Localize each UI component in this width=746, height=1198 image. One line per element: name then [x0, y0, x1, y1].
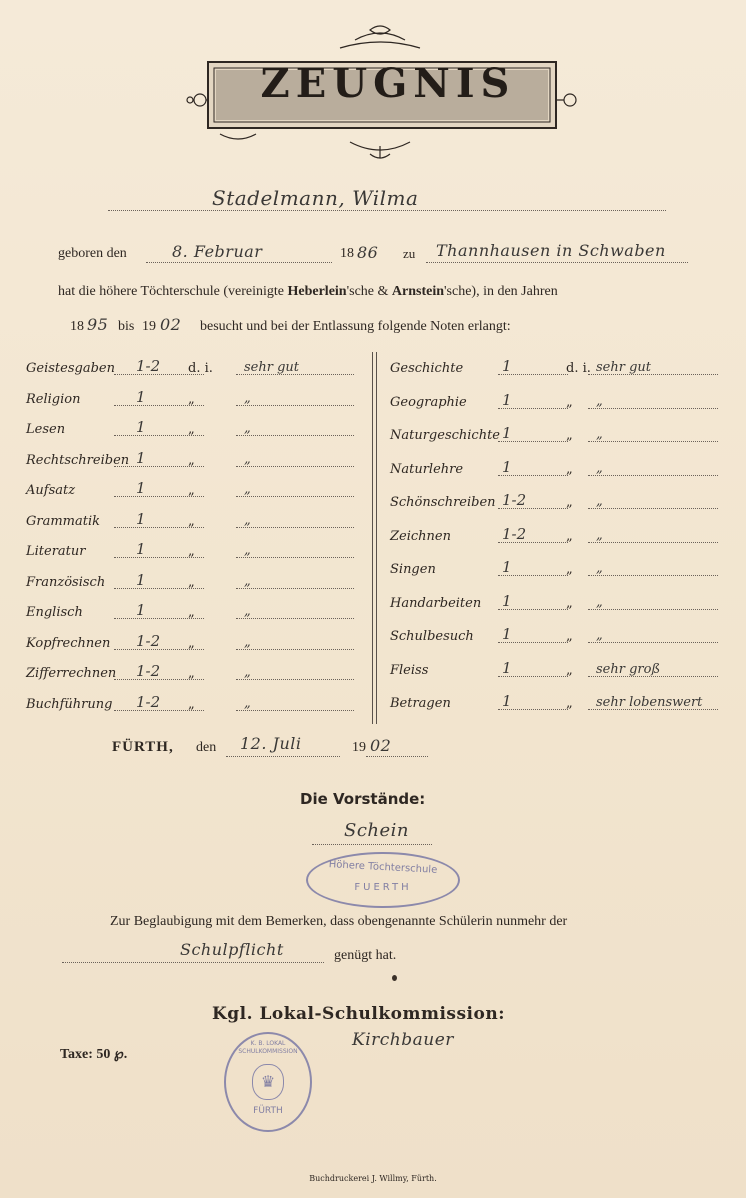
- grade-value: 1: [502, 357, 512, 375]
- subject-label: Kopfrechnen: [26, 635, 111, 651]
- grade-row: [390, 591, 720, 613]
- grade-di: „: [188, 574, 195, 590]
- word-dotted-line: [236, 649, 354, 650]
- subject-label: Geschichte: [390, 361, 464, 376]
- grade-di: „: [566, 495, 573, 510]
- birth-at: zu: [403, 246, 416, 261]
- grade-row: [390, 490, 720, 512]
- subject-label: Grammatik: [26, 513, 101, 529]
- grade-row: [390, 457, 720, 479]
- grade-di: „: [566, 595, 573, 611]
- subject-label: Literatur: [26, 544, 86, 559]
- grade-value: 1-2: [502, 491, 527, 509]
- birth-date: 8. Februar: [172, 242, 263, 261]
- grade-word: „: [244, 634, 251, 650]
- grade-word: sehr groß: [596, 661, 661, 677]
- grade-di: „: [566, 428, 573, 443]
- grade-value: 1: [502, 424, 512, 442]
- school-line: [58, 284, 558, 300]
- grade-value: 1-2: [136, 662, 161, 680]
- grade-value: 1: [136, 509, 146, 528]
- grade-row: [26, 539, 356, 561]
- word-dotted-line: [236, 710, 354, 711]
- grade-row: [26, 692, 356, 714]
- grade-row: [26, 600, 356, 622]
- grade-row: [26, 661, 356, 683]
- school-line-part3: 'sche), in den Jahren: [444, 284, 558, 299]
- date-line: [226, 756, 340, 757]
- commission-heading: Kgl. Lokal-Schulkommission:: [212, 1004, 505, 1024]
- subject-label: Lesen: [26, 422, 66, 437]
- word-dotted-line: [588, 642, 718, 643]
- grade-word: „: [596, 427, 603, 442]
- school-line-part1: hat die höhere Töchterschule (vereinigte: [58, 284, 284, 299]
- grade-row: [26, 478, 356, 500]
- grade-word: sehr gut: [596, 360, 652, 375]
- subject-label: Fleiss: [390, 662, 429, 678]
- school-stamp: [306, 852, 460, 908]
- word-dotted-line: [588, 475, 718, 476]
- taxe: Taxe: 50 ℘.: [60, 1047, 128, 1062]
- word-dotted-line: [588, 575, 718, 576]
- grade-row: [390, 624, 720, 646]
- vorstaende-heading: Die Vorstände:: [300, 790, 426, 808]
- signature1: Schein: [344, 820, 410, 841]
- grade-value: 1: [502, 692, 512, 710]
- grade-value: 1: [502, 390, 512, 409]
- word-dotted-line: [236, 618, 354, 619]
- subject-label: Buchführung: [26, 696, 113, 712]
- grade-di: „: [188, 513, 195, 529]
- subject-label: Naturgeschichte: [390, 428, 501, 443]
- years-to-suffix: 02: [160, 315, 182, 334]
- years-text: besucht und bei der Entlassung folgende Noten erlangt:: [200, 319, 511, 334]
- years-from-prefix: 18: [70, 319, 84, 334]
- grade-row: [390, 691, 720, 713]
- grade-di: „: [566, 696, 573, 711]
- school-name1: Heberlein: [287, 284, 347, 299]
- grade-di: „: [188, 452, 195, 468]
- word-dotted-line: [236, 527, 354, 528]
- grade-di: „: [566, 562, 573, 577]
- commission-stamp-ring: K. B. LOKAL SCHULKOMMISSION: [238, 1040, 298, 1055]
- grade-value: 1: [136, 570, 146, 589]
- grade-value: 1: [502, 658, 512, 677]
- word-dotted-line: [236, 557, 354, 558]
- grades-left: [26, 356, 356, 726]
- grade-value: 1: [502, 591, 512, 610]
- birth-place-line: [426, 262, 688, 263]
- subject-label: Geographie: [390, 394, 467, 410]
- grade-word: „: [596, 393, 603, 409]
- grade-value: 1: [136, 448, 146, 467]
- word-dotted-line: [236, 466, 354, 467]
- grade-row: [390, 390, 720, 412]
- birth-prefix: geboren den: [58, 246, 127, 261]
- grade-row: [390, 658, 720, 680]
- subject-label: Betragen: [390, 696, 451, 711]
- signature2: Kirchbauer: [352, 1030, 454, 1050]
- subject-label: Handarbeiten: [390, 595, 482, 611]
- grade-word: „: [244, 421, 251, 436]
- school-stamp-line2: FUERTH: [354, 882, 412, 893]
- grade-word: „: [244, 543, 251, 558]
- grade-row: [390, 524, 720, 546]
- issue-date: 12. Juli: [240, 734, 302, 753]
- subject-label: Geistesgaben: [26, 361, 115, 376]
- crown-emblem-icon: ♛: [252, 1064, 284, 1100]
- grade-word: „: [244, 390, 251, 406]
- grade-word: „: [244, 695, 251, 711]
- date-year-prefix: 19: [352, 740, 366, 755]
- grade-row: [390, 557, 720, 579]
- school-stamp-line1: Höhere Töchterschule: [328, 859, 438, 876]
- beglaubigung-line: [62, 962, 324, 963]
- grade-value: 1-2: [136, 692, 161, 711]
- printer-credit: Buchdruckerei J. Willmy, Fürth.: [309, 1174, 437, 1183]
- grade-di: „: [566, 662, 573, 678]
- grade-value: 1: [136, 479, 146, 497]
- subject-label: Singen: [390, 562, 436, 577]
- word-dotted-line: [588, 374, 718, 375]
- word-dotted-line: [236, 435, 354, 436]
- grade-row: [26, 570, 356, 592]
- beglaubigung-suffix: genügt hat.: [334, 948, 397, 963]
- word-dotted-line: [236, 374, 354, 375]
- grade-word: „: [596, 594, 603, 610]
- grade-row: [390, 356, 720, 378]
- beglaubigung-filled: Schulpflicht: [180, 940, 284, 959]
- grade-value: 1: [502, 457, 512, 476]
- date-den: den: [196, 740, 217, 755]
- years-bis: bis: [118, 319, 135, 334]
- word-dotted-line: [588, 709, 718, 710]
- grade-di: d. i.: [188, 361, 213, 376]
- subject-label: Naturlehre: [390, 461, 464, 477]
- word-dotted-line: [588, 676, 718, 677]
- years-to-prefix: 19: [142, 319, 156, 334]
- grade-row: [26, 631, 356, 653]
- grade-row: [26, 356, 356, 378]
- subject-label: Rechtschreiben: [26, 452, 130, 468]
- date-city: FÜRTH,: [112, 739, 174, 755]
- word-dotted-line: [236, 405, 354, 406]
- grade-word: „: [596, 494, 603, 509]
- years-from-suffix: 95: [87, 315, 109, 334]
- grade-di: „: [566, 528, 573, 544]
- word-dotted-line: [588, 441, 718, 442]
- grade-word: „: [596, 460, 603, 476]
- subject-label: Zifferrechnen: [26, 666, 117, 681]
- grade-row: [26, 417, 356, 439]
- word-dotted-line: [236, 588, 354, 589]
- date-year-line: [366, 756, 428, 757]
- school-line-part2: 'sche &: [346, 284, 389, 299]
- commission-stamp: [224, 1032, 312, 1132]
- beglaubigung-text: Zur Beglaubigung mit dem Bemerken, dass obengenannte Schülerin nunmehr der: [110, 914, 568, 929]
- grades-right: [390, 356, 720, 726]
- commission-stamp-bottom: FÜRTH: [253, 1106, 283, 1116]
- grade-di: „: [188, 666, 195, 681]
- student-name: Stadelmann, Wilma: [212, 186, 419, 210]
- name-line: [108, 210, 666, 211]
- grade-word: sehr lobenswert: [596, 695, 703, 710]
- grade-word: „: [244, 573, 251, 589]
- grade-di: „: [566, 629, 573, 644]
- school-name2: Arnstein: [391, 284, 445, 299]
- grade-word: „: [244, 604, 251, 619]
- word-dotted-line: [588, 508, 718, 509]
- decorative-dot: [392, 975, 397, 981]
- document-title: ZEUGNIS: [260, 60, 516, 107]
- grade-di: „: [188, 635, 195, 651]
- grade-row: [390, 423, 720, 445]
- subject-label: Aufsatz: [26, 483, 76, 498]
- grade-row: [26, 448, 356, 470]
- subject-label: Schönschreiben: [390, 495, 496, 510]
- birth-date-line: [146, 262, 332, 263]
- grade-di: „: [566, 394, 573, 410]
- grade-di: „: [188, 391, 195, 407]
- grade-word: „: [244, 665, 251, 680]
- birth-place: Thannhausen in Schwaben: [436, 241, 666, 260]
- birth-year-prefix: 18: [340, 246, 354, 261]
- date-year-suffix: 02: [370, 736, 392, 755]
- grade-di: „: [566, 461, 573, 477]
- grade-value: 1-2: [502, 524, 527, 543]
- grade-value: 1: [502, 558, 512, 576]
- grade-di: d. i.: [566, 361, 591, 376]
- grade-word: „: [244, 512, 251, 528]
- grade-value: 1-2: [136, 631, 161, 650]
- grade-word: „: [596, 561, 603, 576]
- subject-label: Englisch: [26, 605, 83, 620]
- word-dotted-line: [588, 609, 718, 610]
- subject-label: Französisch: [26, 574, 106, 590]
- word-dotted-line: [236, 496, 354, 497]
- grade-di: „: [188, 605, 195, 620]
- grade-di: „: [188, 544, 195, 559]
- grade-word: „: [244, 482, 251, 497]
- grade-di: „: [188, 483, 195, 498]
- grade-value: 1: [502, 625, 512, 643]
- grade-value: 1-2: [136, 357, 161, 375]
- grade-value: 1: [136, 601, 146, 619]
- grade-word: „: [596, 628, 603, 643]
- grade-value: 1: [136, 418, 146, 436]
- column-divider: [372, 352, 377, 724]
- grade-value: 1: [136, 540, 146, 558]
- subject-label: Schulbesuch: [390, 629, 474, 644]
- grade-value: 1: [136, 387, 146, 406]
- word-dotted-line: [588, 542, 718, 543]
- grade-row: [26, 387, 356, 409]
- subject-label: Zeichnen: [390, 528, 451, 544]
- signature1-line: [312, 844, 432, 845]
- word-dotted-line: [236, 679, 354, 680]
- subject-label: Religion: [26, 391, 81, 407]
- grade-word: sehr gut: [244, 360, 300, 375]
- grade-word: „: [596, 527, 603, 543]
- word-dotted-line: [588, 408, 718, 409]
- grade-word: „: [244, 451, 251, 467]
- birth-year-suffix: 86: [357, 243, 379, 262]
- grade-di: „: [188, 422, 195, 437]
- grade-row: [26, 509, 356, 531]
- grade-di: „: [188, 696, 195, 712]
